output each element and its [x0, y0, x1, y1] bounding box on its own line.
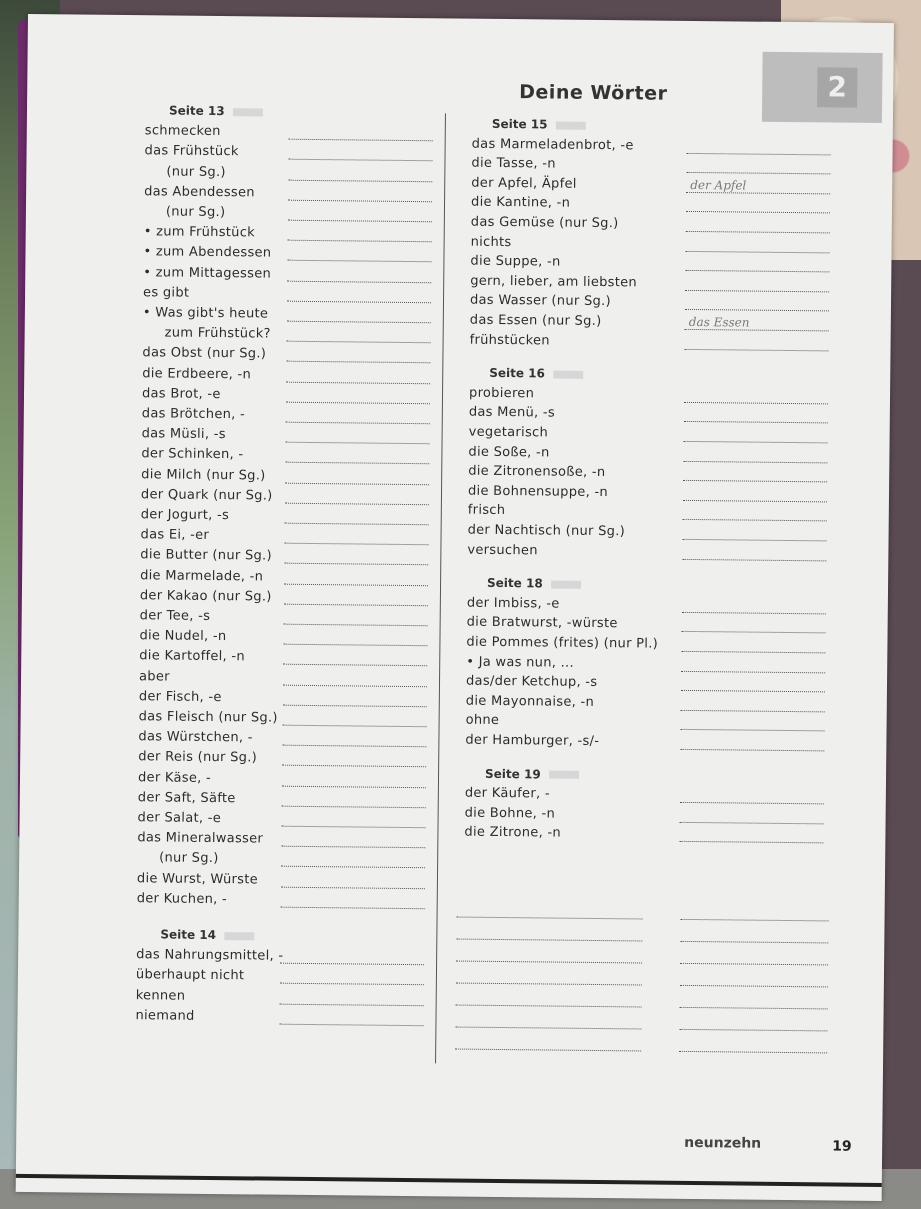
- vocab-word: das Fleisch (nur Sg.): [138, 709, 278, 726]
- answer-line[interactable]: [681, 919, 829, 922]
- vocab-word: die Pommes (frites) (nur Pl.): [466, 634, 659, 652]
- answer-line[interactable]: [285, 462, 429, 465]
- vocab-entry: [137, 830, 263, 846]
- vocab-entry: [140, 588, 272, 604]
- vocab-word: der Hamburger, -s/-: [465, 732, 600, 750]
- answer-line[interactable]: [280, 1003, 424, 1006]
- answer-line[interactable]: [285, 523, 429, 526]
- chapter-number: 2: [817, 67, 857, 107]
- vocab-entry: [137, 871, 258, 887]
- answer-line[interactable]: [680, 941, 828, 944]
- answer-line[interactable]: [281, 866, 425, 869]
- answer-line[interactable]: [683, 539, 827, 542]
- vocab-entry: [468, 444, 549, 460]
- answer-line[interactable]: [455, 1049, 641, 1052]
- vocab-word: der Reis (nur Sg.): [138, 749, 258, 766]
- vocab-entry: [139, 689, 222, 705]
- vocab-entry: [135, 1008, 194, 1024]
- vocab-word: frisch: [467, 503, 506, 519]
- vocab-entry: [139, 669, 170, 684]
- answer-line[interactable]: [683, 480, 827, 483]
- vocab-entry: [144, 224, 255, 240]
- vocab-word: ohne: [465, 713, 500, 729]
- vocab-word: frühstücken: [469, 332, 550, 349]
- answer-line[interactable]: [284, 604, 428, 607]
- answer-line[interactable]: [680, 963, 828, 966]
- answer-line[interactable]: [685, 309, 829, 312]
- answer-line[interactable]: [283, 725, 427, 728]
- vocab-word: der Salat, -e: [137, 810, 222, 827]
- answer-line[interactable]: [682, 631, 826, 634]
- answer-line[interactable]: [279, 1023, 423, 1026]
- section-heading-text: Seite 16: [489, 366, 545, 381]
- vocab-word: die Bohnensuppe, -n: [467, 483, 609, 500]
- vocab-entry: [144, 184, 255, 200]
- vocab-entry: [466, 635, 658, 652]
- vocab-word: die Erdbeere, -n: [142, 365, 252, 382]
- vocab-entry: [471, 175, 577, 191]
- vocab-entry: [471, 234, 512, 249]
- answer-line[interactable]: [287, 301, 431, 304]
- answer-line[interactable]: [286, 402, 430, 405]
- section-marker: [224, 932, 254, 940]
- vocab-entry: [142, 366, 251, 382]
- handwritten-answer: das Essen: [688, 314, 750, 330]
- answer-line[interactable]: [287, 341, 431, 344]
- vocab-entry: [469, 385, 534, 401]
- vocab-entry: [466, 713, 500, 728]
- answer-line[interactable]: [686, 250, 830, 253]
- section-heading-text: Seite 13: [168, 103, 225, 119]
- vocab-word: das Wasser (nur Sg.): [469, 293, 611, 310]
- vocab-entry: [166, 164, 226, 180]
- answer-line[interactable]: [681, 651, 825, 654]
- vocab-entry: [136, 968, 245, 984]
- vocab-word: schmecken: [144, 123, 221, 140]
- vocab-word: das Abendessen: [144, 184, 255, 201]
- vocab-word: überhaupt nicht: [135, 967, 245, 984]
- vocab-word: zum Frühstück?: [164, 325, 271, 342]
- answer-line[interactable]: [686, 211, 830, 214]
- answer-line[interactable]: [680, 822, 824, 825]
- answer-line[interactable]: [682, 612, 826, 615]
- vocab-entry: [471, 156, 556, 172]
- vocab-entry: [142, 426, 226, 442]
- vocab-word: gern, lieber, am liebsten: [470, 273, 638, 291]
- vocab-entry: [166, 204, 226, 220]
- answer-line[interactable]: [685, 329, 829, 332]
- answer-line[interactable]: [288, 179, 432, 182]
- vocab-word: es gibt: [143, 285, 190, 301]
- vocab-word: das Gemüse (nur Sg.): [470, 214, 619, 232]
- vocab-entry: [143, 245, 271, 261]
- answer-line[interactable]: [281, 846, 425, 849]
- vocab-entry: [470, 332, 550, 348]
- vocab-entry: [138, 770, 211, 786]
- vocab-word: die Mayonnaise, -n: [465, 693, 595, 710]
- answer-line[interactable]: [679, 1051, 827, 1054]
- vocab-word: vegetarisch: [468, 424, 549, 441]
- vocab-word: die Zitronensoße, -n: [468, 463, 606, 481]
- section-heading: [492, 117, 586, 132]
- vocab-entry: [470, 254, 560, 270]
- vocab-word: das Marmeladenbrot, -e: [471, 136, 634, 153]
- answer-line[interactable]: [286, 381, 430, 384]
- vocab-word: der Nachtisch (nur Sg.): [467, 522, 626, 540]
- section-marker: [551, 580, 581, 588]
- answer-line[interactable]: [280, 983, 424, 986]
- vocab-word: die Bohne, -n: [464, 805, 556, 822]
- page-number-word: neunzehn: [684, 1134, 762, 1152]
- vocab-entry: [465, 733, 599, 749]
- vocab-word: (nur Sg.): [159, 850, 219, 867]
- section-heading-text: Seite 15: [491, 116, 548, 132]
- answer-line[interactable]: [684, 402, 828, 405]
- vocab-entry: [144, 144, 238, 160]
- extra-blank-lines: [28, 14, 894, 23]
- vocab-word: die Marmelade, -n: [140, 567, 264, 585]
- vocab-word: die Wurst, Würste: [136, 870, 259, 888]
- vocab-word: der Quark (nur Sg.): [140, 487, 273, 504]
- answer-line[interactable]: [681, 710, 825, 713]
- answer-line[interactable]: [683, 500, 827, 503]
- column-divider: [435, 113, 446, 1063]
- answer-line[interactable]: [455, 1027, 641, 1030]
- vocab-word: der Jogurt, -s: [140, 507, 230, 524]
- vocab-word: das Brötchen, -: [141, 406, 246, 423]
- answer-line[interactable]: [283, 684, 427, 687]
- vocab-entry: [469, 425, 549, 441]
- answer-line[interactable]: [288, 200, 432, 203]
- vocab-word: das Mineralwasser: [137, 830, 264, 847]
- section-heading-text: Seite 14: [160, 927, 217, 943]
- vocab-word: das/der Ketchup, -s: [465, 673, 598, 691]
- answer-line[interactable]: [685, 348, 829, 351]
- vocab-entry: [141, 507, 230, 523]
- page-title: Deine Wörter: [519, 81, 668, 105]
- vocab-entry: [465, 786, 550, 802]
- vocab-entry: [138, 810, 222, 826]
- answer-line[interactable]: [682, 558, 826, 561]
- vocab-word: der Tee, -s: [139, 608, 211, 624]
- vocab-entry: [137, 891, 227, 907]
- vocab-word: der Saft, Säfte: [137, 789, 236, 807]
- vocab-word: (nur Sg.): [166, 164, 226, 180]
- bottom-rule: [16, 1174, 882, 1187]
- vocab-entry: [141, 467, 266, 483]
- answer-line[interactable]: [281, 906, 425, 909]
- vocab-word: der Käse, -: [137, 769, 212, 786]
- answer-line[interactable]: [686, 231, 830, 234]
- vocab-entry: [471, 215, 619, 232]
- section-heading: [487, 576, 581, 591]
- answer-line[interactable]: [284, 563, 428, 566]
- vocab-word: (nur Sg.): [165, 204, 226, 221]
- answer-line[interactable]: [456, 983, 642, 986]
- vocab-entry: [467, 615, 618, 632]
- vocab-word: die Butter (nur Sg.): [140, 547, 272, 564]
- vocab-entry: [465, 805, 556, 821]
- answer-line[interactable]: [685, 270, 829, 273]
- answer-line[interactable]: [287, 321, 431, 324]
- vocab-word: die Bratwurst, -würste: [466, 615, 618, 632]
- vocab-entry: [472, 136, 634, 153]
- answer-line[interactable]: [282, 765, 426, 768]
- vocab-entry: [138, 790, 236, 806]
- vocab-entry: [142, 346, 266, 362]
- answer-line[interactable]: [281, 886, 425, 889]
- vocab-entry: [138, 750, 257, 766]
- vocab-word: das Würstchen, -: [138, 729, 253, 746]
- vocab-entry: [466, 674, 598, 690]
- vocab-entry: [159, 851, 219, 867]
- vocab-word: die Tasse, -n: [471, 155, 556, 172]
- handwritten-answer: der Apfel: [690, 177, 747, 193]
- vocab-word: das Essen (nur Sg.): [469, 312, 602, 330]
- answer-line[interactable]: [684, 421, 828, 424]
- answer-line[interactable]: [681, 729, 825, 732]
- vocab-entry: [139, 709, 278, 725]
- vocab-word: der Käufer, -: [464, 785, 550, 802]
- vocab-entry: [470, 273, 637, 290]
- answer-line[interactable]: [681, 670, 825, 673]
- vocab-entry: [143, 285, 189, 300]
- vocab-entry: [136, 988, 186, 1004]
- vocab-word: • zum Abendessen: [143, 244, 272, 261]
- vocab-word: das Menü, -s: [468, 405, 556, 421]
- answer-line[interactable]: [686, 192, 830, 195]
- vocab-word: kennen: [135, 987, 186, 1004]
- answer-line[interactable]: [282, 745, 426, 748]
- answer-line[interactable]: [684, 441, 828, 444]
- vocab-word: der Kakao (nur Sg.): [139, 588, 272, 605]
- vocab-entry: [140, 548, 272, 564]
- section-marker: [555, 121, 585, 129]
- vocab-entry: [141, 447, 243, 463]
- answer-line[interactable]: [288, 240, 432, 243]
- answer-line[interactable]: [287, 280, 431, 283]
- answer-line[interactable]: [456, 961, 642, 964]
- answer-line[interactable]: [679, 841, 823, 844]
- answer-line[interactable]: [286, 442, 430, 445]
- vocab-word: die Suppe, -n: [470, 253, 561, 270]
- answer-line[interactable]: [286, 422, 430, 425]
- answer-line[interactable]: [686, 172, 830, 175]
- answer-line[interactable]: [283, 664, 427, 667]
- vocab-entry: [143, 265, 271, 281]
- answer-line[interactable]: [289, 139, 433, 142]
- answer-line[interactable]: [685, 290, 829, 293]
- vocab-word: der Schinken, -: [141, 446, 244, 463]
- answer-line[interactable]: [282, 826, 426, 829]
- vocab-word: • zum Frühstück: [143, 224, 256, 241]
- answer-line[interactable]: [456, 939, 642, 942]
- vocab-word: die Soße, -n: [468, 444, 550, 461]
- answer-line[interactable]: [285, 503, 429, 506]
- answer-line[interactable]: [679, 1029, 827, 1032]
- vocab-entry: [467, 542, 538, 558]
- answer-line[interactable]: [287, 260, 431, 263]
- answer-line[interactable]: [286, 361, 430, 364]
- vocab-word: die Nudel, -n: [139, 628, 227, 645]
- vocab-word: niemand: [135, 1007, 195, 1024]
- vocab-word: • zum Mittagessen: [143, 264, 272, 282]
- answer-line[interactable]: [456, 1005, 642, 1008]
- vocab-word: versuchen: [467, 542, 538, 558]
- vocab-entry: [145, 123, 221, 139]
- section-heading: [169, 103, 263, 118]
- vocab-word: der Kuchen, -: [136, 890, 228, 907]
- vocab-word: das Obst (nur Sg.): [142, 345, 267, 362]
- vocab-entry: [139, 649, 245, 665]
- section-marker: [553, 370, 583, 378]
- vocab-entry: [470, 313, 602, 329]
- answer-line[interactable]: [680, 749, 824, 752]
- vocab-entry: [165, 326, 271, 342]
- vocab-entry: [464, 825, 561, 841]
- section-heading-text: Seite 18: [486, 576, 543, 591]
- vocab-word: der Apfel, Äpfel: [471, 175, 577, 192]
- answer-line[interactable]: [680, 1007, 828, 1010]
- vocab-entry: [468, 523, 626, 540]
- answer-line[interactable]: [284, 583, 428, 586]
- vocab-entry: [469, 405, 555, 421]
- answer-line[interactable]: [282, 805, 426, 808]
- page-number: 19: [832, 1138, 852, 1155]
- vocab-word: das Ei, -er: [140, 527, 210, 544]
- answer-line[interactable]: [282, 785, 426, 788]
- vocab-word: das Nahrungsmittel, -: [136, 947, 284, 964]
- vocab-word: die Zitrone, -n: [464, 825, 562, 842]
- section-heading-text: Seite 19: [484, 766, 541, 782]
- answer-line[interactable]: [680, 985, 828, 988]
- vocab-entry: [143, 305, 269, 321]
- vocab-entry: [140, 608, 211, 624]
- vocab-word: aber: [138, 668, 170, 685]
- vocab-word: das Brot, -e: [141, 386, 221, 402]
- vocab-entry: [141, 487, 273, 503]
- vocab-word: nichts: [470, 234, 512, 250]
- vocab-word: probieren: [468, 385, 535, 402]
- answer-line[interactable]: [284, 624, 428, 627]
- vocab-entry: [139, 628, 226, 644]
- answer-line[interactable]: [288, 220, 432, 223]
- vocab-word: die Kantine, -n: [470, 195, 571, 212]
- answer-line[interactable]: [681, 690, 825, 693]
- vocab-entry: [470, 293, 611, 309]
- vocab-entry: [138, 729, 253, 745]
- vocab-word: das Müsli, -s: [141, 426, 226, 443]
- vocab-entry: [140, 527, 209, 543]
- vocab-entry: [142, 406, 245, 422]
- vocab-entry: [466, 693, 594, 709]
- answer-line[interactable]: [288, 159, 432, 162]
- vocab-entry: [468, 483, 608, 499]
- section-heading: [485, 766, 579, 781]
- section-marker: [549, 771, 579, 779]
- vocab-word: die Kartoffel, -n: [139, 648, 246, 665]
- answer-line[interactable]: [687, 152, 831, 155]
- vocab-entry: [466, 654, 574, 670]
- answer-line[interactable]: [284, 543, 428, 546]
- vocab-entry: [140, 568, 263, 584]
- section-heading: [160, 927, 254, 942]
- vocab-word: der Imbiss, -e: [466, 595, 560, 612]
- vocab-word: das Frühstück: [144, 143, 239, 160]
- section-marker: [233, 108, 263, 116]
- vocab-entry: [468, 464, 605, 480]
- workbook-page: [16, 14, 894, 1201]
- answer-line[interactable]: [457, 917, 643, 920]
- section-heading: [489, 366, 583, 381]
- answer-line[interactable]: [285, 482, 429, 485]
- vocab-entry: [468, 503, 506, 518]
- vocab-entry: [467, 595, 560, 611]
- answer-line[interactable]: [283, 644, 427, 647]
- vocab-word: • Was gibt's heute: [142, 305, 269, 322]
- vocab-entry: [136, 947, 283, 964]
- answer-line[interactable]: [683, 519, 827, 522]
- answer-line[interactable]: [283, 705, 427, 708]
- vocab-entry: [142, 386, 221, 402]
- vocab-entry: [471, 195, 570, 211]
- answer-line[interactable]: [683, 460, 827, 463]
- vocab-word: der Fisch, -e: [138, 688, 222, 705]
- answer-line[interactable]: [680, 802, 824, 805]
- vocab-word: die Milch (nur Sg.): [141, 466, 266, 484]
- answer-line[interactable]: [280, 963, 424, 966]
- vocab-word: • Ja was nun, ...: [466, 654, 575, 671]
